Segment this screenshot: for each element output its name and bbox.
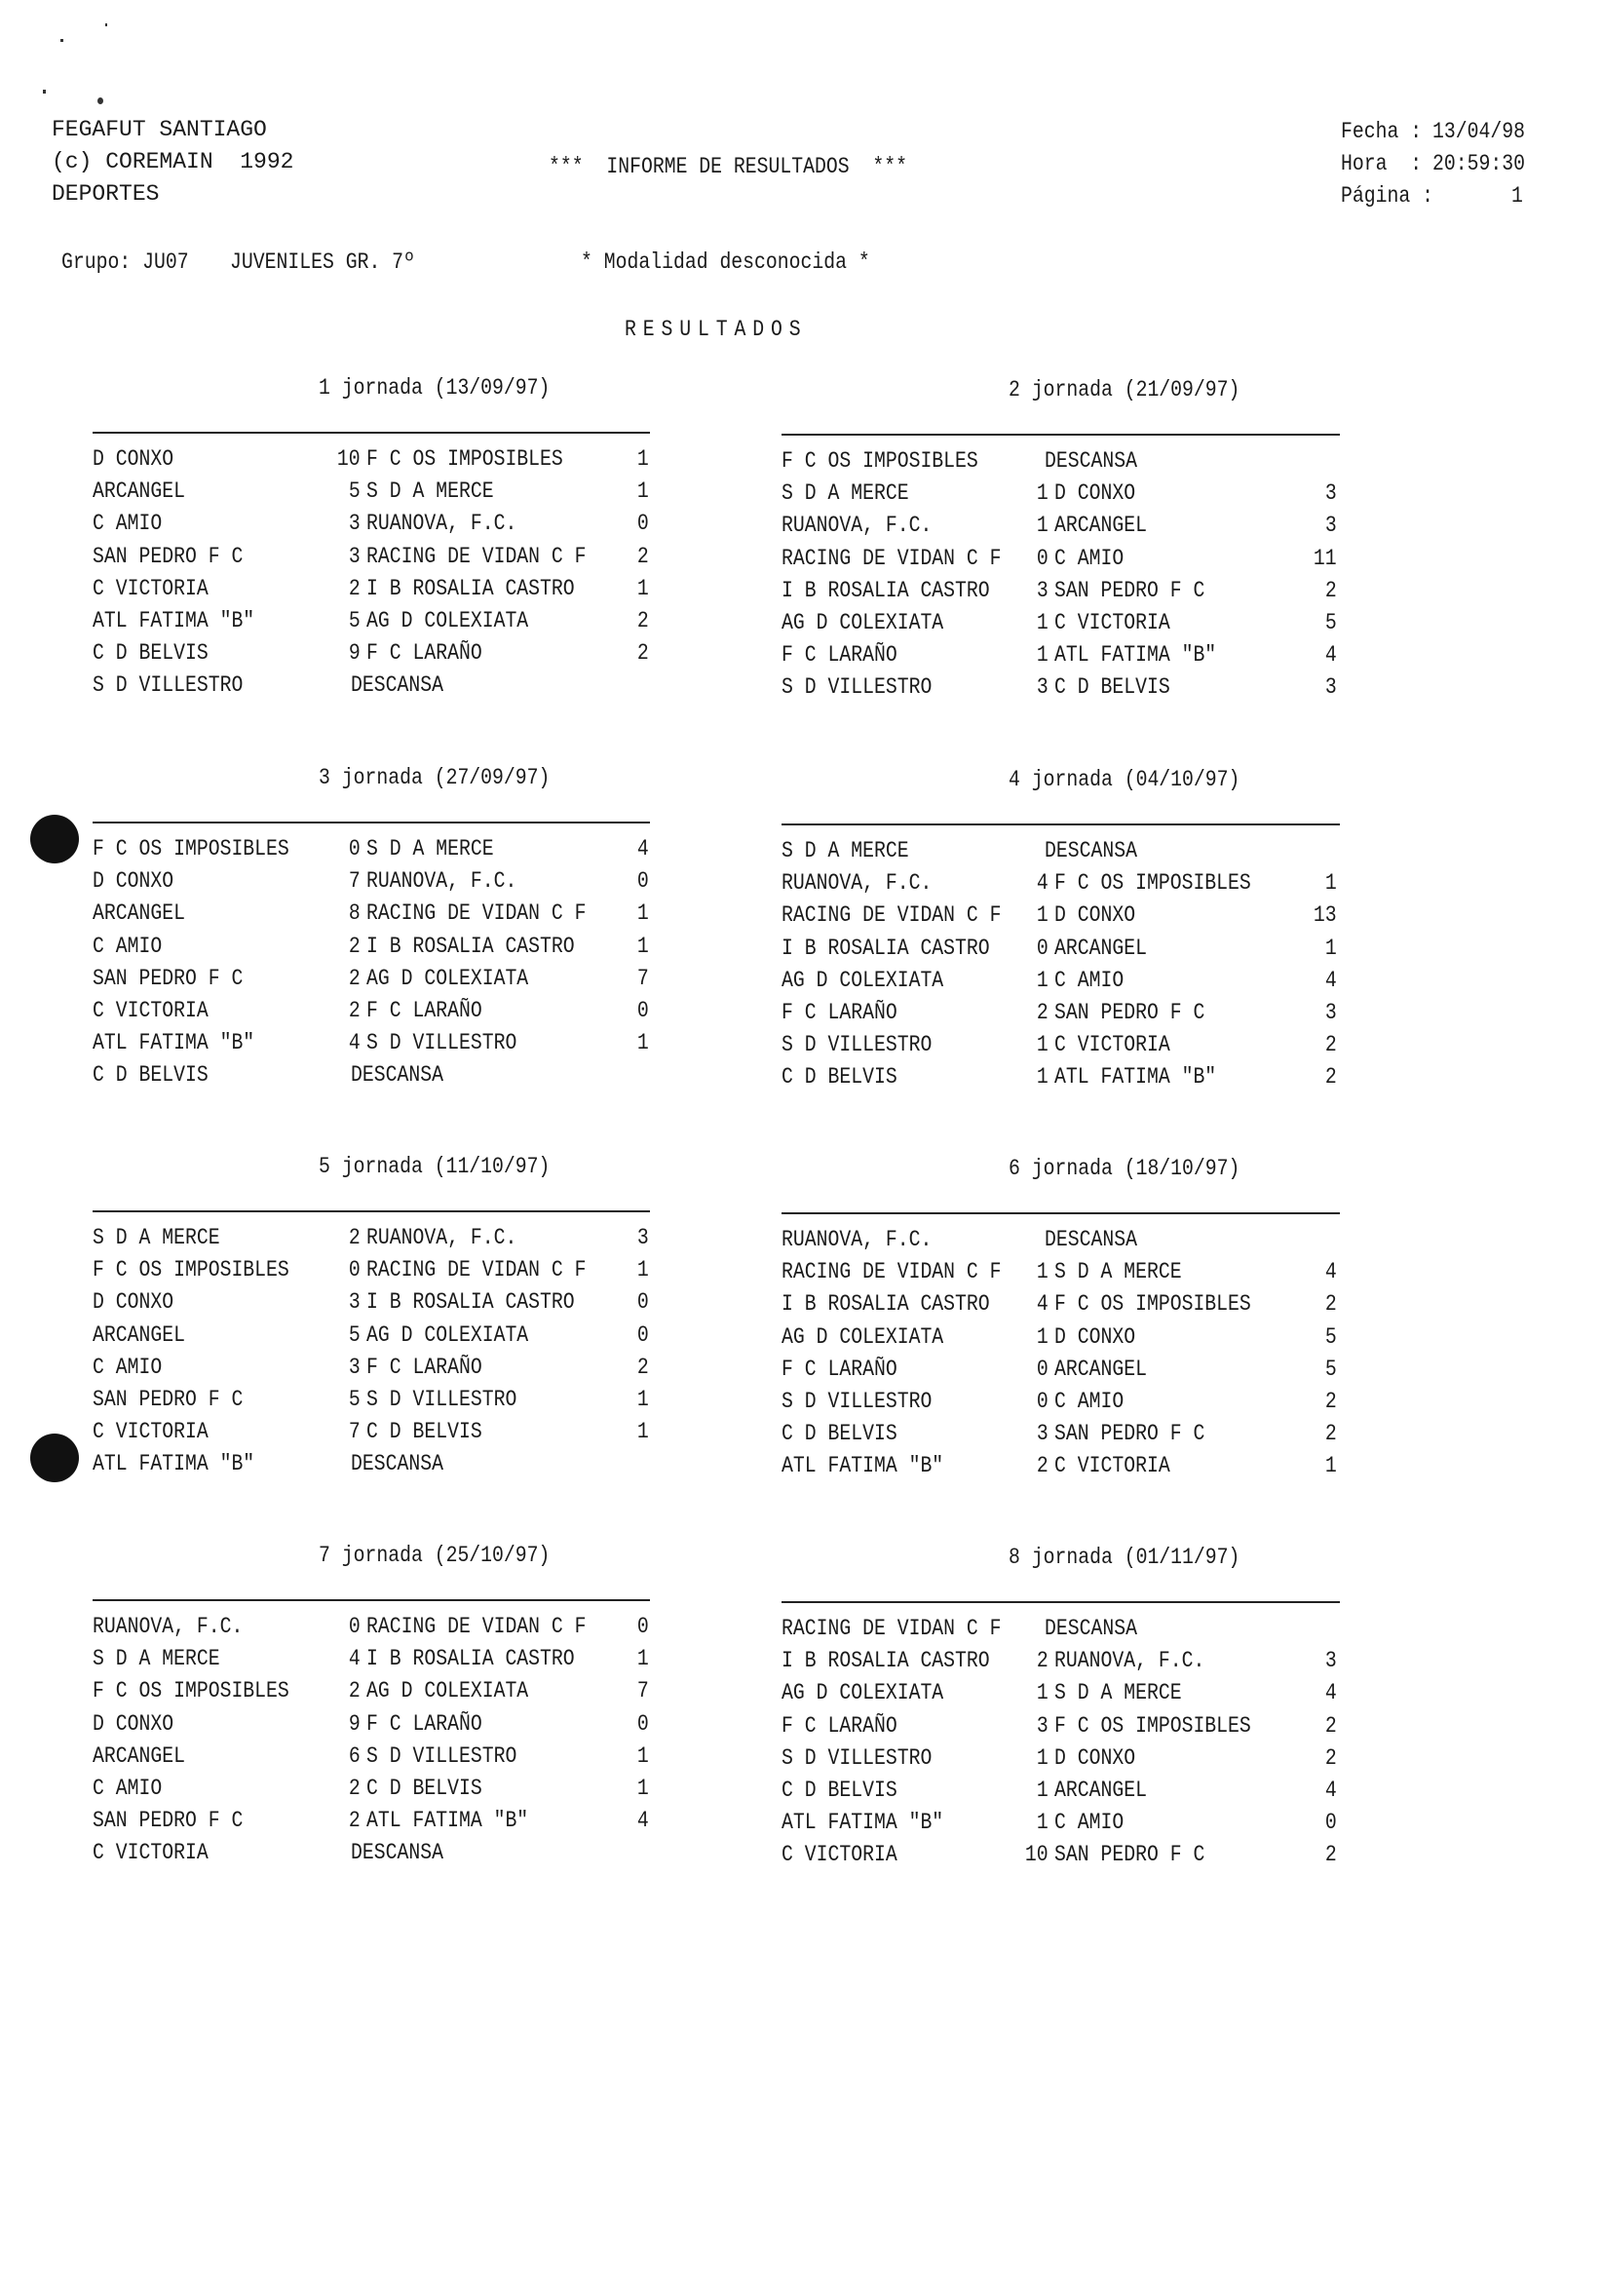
away-goals: 2 [1325,1064,1337,1091]
away-goals: 3 [1325,674,1337,701]
home-goals: 0 [1037,545,1049,571]
home-goals: 7 [349,868,361,895]
home-team: SAN PEDRO F C [93,965,244,991]
rest-label: DESCANSA [1045,1227,1137,1252]
away-team: RUANOVA, F.C. [366,1225,517,1250]
home-team: ARCANGEL [93,900,185,927]
away-team: D CONXO [1054,480,1136,507]
home-team: D CONXO [93,446,174,472]
away-goals: 4 [637,836,649,861]
jornada-title: 2 jornada (21/09/97) [1009,377,1240,402]
jornada-divider [782,1212,1340,1214]
home-team: S D VILLESTRO [782,1032,933,1058]
home-team: AG D COLEXIATA [782,1323,944,1350]
rest-label: DESCANSA [351,1062,443,1089]
away-goals: 1 [637,478,649,505]
away-team: RUANOVA, F.C. [366,868,517,895]
scan-speck [60,39,63,42]
home-team: AG D COLEXIATA [782,1680,944,1706]
jornada-divider [782,434,1340,436]
home-goals: 0 [349,1614,361,1639]
home-goals: 0 [1037,935,1049,961]
away-team: F C LARAÑO [366,998,482,1023]
away-team: D CONXO [1054,1323,1136,1350]
away-team: C D BELVIS [1054,674,1170,701]
home-team: F C LARAÑO [782,1712,897,1739]
home-team: F C LARAÑO [782,642,897,669]
away-team: RACING DE VIDAN C F [366,1614,587,1639]
org-line: FEGAFUT SANTIAGO [52,117,267,142]
home-team: D CONXO [93,1710,174,1737]
pagina-label: Página : [1341,183,1433,209]
away-team: AG D COLEXIATA [366,1321,529,1348]
home-goals: 4 [1037,1291,1049,1318]
away-goals: 4 [637,1808,649,1834]
away-team: AG D COLEXIATA [366,1678,529,1704]
away-goals: 5 [1325,610,1337,635]
away-goals: 13 [1314,902,1337,929]
home-team: ATL FATIMA "B" [782,1453,944,1479]
org-line: (c) COREMAIN 1992 [52,149,294,174]
home-goals: 10 [337,446,361,472]
fecha-label: Fecha : [1341,119,1433,144]
away-goals: 0 [637,511,649,537]
away-goals: 5 [1325,1323,1337,1350]
away-goals: 1 [637,1387,649,1412]
home-team: I B ROSALIA CASTRO [782,1291,990,1318]
away-team: F C LARAÑO [366,1710,482,1737]
home-team: ATL FATIMA "B" [93,1451,255,1477]
rest-label: DESCANSA [351,1840,443,1866]
away-goals: 1 [637,1646,649,1672]
away-goals: 1 [1325,1453,1337,1479]
away-team: S D VILLESTRO [366,1742,517,1769]
home-team: C AMIO [93,1776,163,1801]
home-goals: 2 [1037,1648,1049,1674]
away-team: S D A MERCE [366,478,494,505]
home-team: S D A MERCE [93,1225,220,1250]
away-goals: 0 [637,1710,649,1737]
home-goals: 0 [1037,1356,1049,1382]
home-goals: 1 [1037,1259,1049,1285]
home-goals: 3 [1037,1712,1049,1739]
away-goals: 4 [1325,642,1337,669]
home-team: C VICTORIA [93,1840,209,1866]
home-goals: 8 [349,900,361,927]
home-team: F C LARAÑO [782,1356,897,1382]
home-goals: 5 [349,1321,361,1348]
home-team: C AMIO [93,1354,163,1380]
away-team: C AMIO [1054,545,1125,571]
home-team: SAN PEDRO F C [93,1387,244,1412]
away-goals: 2 [1325,1421,1337,1447]
away-goals: 2 [637,608,649,633]
home-goals: 5 [349,608,361,633]
home-goals: 1 [1037,902,1049,929]
rest-label: DESCANSA [351,1451,443,1477]
away-goals: 7 [637,965,649,991]
away-goals: 4 [1325,1778,1337,1803]
away-goals: 2 [1325,1842,1337,1868]
away-goals: 2 [1325,577,1337,603]
away-team: RACING DE VIDAN C F [366,900,587,927]
home-goals: 1 [1037,1032,1049,1058]
home-team: C AMIO [93,933,163,959]
jornada-divider [93,1210,650,1212]
home-team: RACING DE VIDAN C F [782,1616,1002,1641]
home-team: S D A MERCE [782,838,909,863]
home-goals: 3 [349,1289,361,1316]
home-goals: 1 [1037,642,1049,669]
away-goals: 1 [637,1742,649,1769]
home-team: S D VILLESTRO [93,672,244,699]
home-team: RUANOVA, F.C. [782,513,933,539]
away-team: AG D COLEXIATA [366,965,529,991]
away-goals: 0 [637,998,649,1023]
jornada-title: 6 jornada (18/10/97) [1009,1156,1240,1181]
away-team: S D VILLESTRO [366,1030,517,1056]
away-team: I B ROSALIA CASTRO [366,1289,575,1316]
scan-speck [97,97,103,104]
away-goals: 4 [1325,967,1337,993]
home-team: I B ROSALIA CASTRO [782,935,990,961]
away-team: C AMIO [1054,1810,1125,1836]
home-goals: 0 [1037,1389,1049,1414]
away-goals: 2 [1325,1712,1337,1739]
away-goals: 2 [637,640,649,667]
away-goals: 7 [637,1678,649,1704]
home-team: C D BELVIS [93,1062,209,1089]
home-goals: 1 [1037,480,1049,507]
home-team: F C OS IMPOSIBLES [93,836,289,861]
home-team: ATL FATIMA "B" [93,1030,255,1056]
home-team: RACING DE VIDAN C F [782,545,1002,571]
away-team: RUANOVA, F.C. [1054,1648,1205,1674]
home-team: S D A MERCE [93,1646,220,1672]
away-goals: 2 [1325,1744,1337,1771]
away-goals: 0 [637,1289,649,1316]
away-goals: 3 [637,1225,649,1250]
away-team: F C OS IMPOSIBLES [366,446,563,472]
home-goals: 3 [1037,674,1049,701]
home-goals: 3 [1037,1421,1049,1447]
home-goals: 2 [1037,1000,1049,1025]
away-team: RACING DE VIDAN C F [366,543,587,569]
home-goals: 10 [1025,1842,1049,1868]
home-team: SAN PEDRO F C [93,543,244,569]
home-goals: 2 [349,1808,361,1834]
away-goals: 1 [637,1776,649,1801]
away-goals: 1 [637,446,649,472]
away-goals: 0 [1325,1810,1337,1836]
jornada-divider [93,1599,650,1601]
home-team: C D BELVIS [782,1421,897,1447]
home-goals: 4 [1037,870,1049,897]
away-team: ATL FATIMA "B" [1054,642,1217,669]
jornada-title: 7 jornada (25/10/97) [319,1543,551,1568]
away-goals: 1 [637,933,649,959]
away-team: S D A MERCE [366,836,494,861]
pagina-value: 1 [1511,183,1523,209]
home-goals: 0 [349,836,361,861]
away-team: C D BELVIS [366,1776,482,1801]
away-team: F C LARAÑO [366,640,482,667]
away-goals: 5 [1325,1356,1337,1382]
away-goals: 1 [637,1030,649,1056]
away-team: F C LARAÑO [366,1354,482,1380]
home-team: ARCANGEL [93,478,185,505]
home-team: C VICTORIA [93,575,209,601]
home-goals: 1 [1037,1810,1049,1836]
away-goals: 4 [1325,1680,1337,1706]
home-goals: 1 [1037,1064,1049,1091]
group-name: JUVENILES GR. 7º [230,249,415,275]
home-goals: 2 [349,1225,361,1250]
home-team: AG D COLEXIATA [782,610,944,635]
home-goals: 3 [1037,577,1049,603]
home-team: S D VILLESTRO [782,674,933,701]
home-goals: 1 [1037,1323,1049,1350]
report-meta [1341,119,1525,217]
rest-label: DESCANSA [1045,448,1137,474]
away-team: D CONXO [1054,902,1136,929]
home-goals: 1 [1037,967,1049,993]
away-team: S D VILLESTRO [366,1387,517,1412]
away-team: S D A MERCE [1054,1259,1182,1285]
rest-label: DESCANSA [351,672,443,699]
away-team: C AMIO [1054,967,1125,993]
rest-label: DESCANSA [1045,838,1137,863]
fecha-value: 13/04/98 [1432,119,1525,144]
home-goals: 1 [1037,1778,1049,1803]
away-team: ARCANGEL [1054,1778,1147,1803]
home-goals: 7 [349,1419,361,1445]
home-goals: 9 [349,1710,361,1737]
home-team: AG D COLEXIATA [782,967,944,993]
home-goals: 2 [349,1678,361,1704]
away-team: I B ROSALIA CASTRO [366,933,575,959]
scan-speck [105,23,107,26]
away-team: C VICTORIA [1054,1032,1170,1058]
away-goals: 2 [1325,1389,1337,1414]
away-team: ATL FATIMA "B" [1054,1064,1217,1091]
away-team: AG D COLEXIATA [366,608,529,633]
away-team: SAN PEDRO F C [1054,1842,1205,1868]
home-goals: 1 [1037,1680,1049,1706]
home-team: C D BELVIS [782,1778,897,1803]
away-goals: 2 [1325,1291,1337,1318]
away-goals: 3 [1325,513,1337,539]
away-goals: 2 [637,1354,649,1380]
home-team: F C LARAÑO [782,1000,897,1025]
home-goals: 2 [349,998,361,1023]
scan-speck [43,90,46,94]
away-goals: 3 [1325,1648,1337,1674]
home-goals: 9 [349,640,361,667]
away-team: C D BELVIS [366,1419,482,1445]
home-team: SAN PEDRO F C [93,1808,244,1834]
away-team: F C OS IMPOSIBLES [1054,1291,1251,1318]
away-goals: 4 [1325,1259,1337,1285]
away-team: ARCANGEL [1054,935,1147,961]
away-goals: 2 [637,543,649,569]
away-team: F C OS IMPOSIBLES [1054,1712,1251,1739]
away-team: SAN PEDRO F C [1054,1000,1205,1025]
home-team: S D VILLESTRO [782,1389,933,1414]
home-team: C D BELVIS [93,640,209,667]
away-team: RACING DE VIDAN C F [366,1257,587,1283]
away-goals: 1 [637,1419,649,1445]
jornada-divider [93,822,650,823]
home-team: ARCANGEL [93,1742,185,1769]
group-code: Grupo: JU07 [61,249,189,275]
modality: * Modalidad desconocida * [581,249,870,275]
away-team: I B ROSALIA CASTRO [366,575,575,601]
away-team: C VICTORIA [1054,1453,1170,1479]
away-goals: 11 [1314,545,1337,571]
home-goals: 0 [349,1257,361,1283]
away-goals: 3 [1325,1000,1337,1025]
home-team: D CONXO [93,868,174,895]
home-goals: 1 [1037,1744,1049,1771]
home-team: S D VILLESTRO [782,1744,933,1771]
home-team: RACING DE VIDAN C F [782,1259,1002,1285]
away-goals: 0 [637,1614,649,1639]
away-team: C VICTORIA [1054,610,1170,635]
home-goals: 2 [349,965,361,991]
away-goals: 1 [637,1257,649,1283]
organization-block [52,119,293,215]
away-goals: 1 [1325,935,1337,961]
away-team: SAN PEDRO F C [1054,1421,1205,1447]
home-goals: 4 [349,1030,361,1056]
home-goals: 5 [349,478,361,505]
away-team: RUANOVA, F.C. [366,511,517,537]
jornada-title: 3 jornada (27/09/97) [319,765,551,790]
jornada-divider [782,823,1340,825]
away-team: SAN PEDRO F C [1054,577,1205,603]
jornada-divider [93,432,650,434]
home-team: C AMIO [93,511,163,537]
home-goals: 2 [349,1776,361,1801]
org-line: DEPORTES [52,181,160,207]
home-goals: 2 [349,933,361,959]
home-team: F C OS IMPOSIBLES [93,1678,289,1704]
jornada-divider [782,1601,1340,1603]
hora-label: Hora : [1341,151,1433,176]
jornada-title: 5 jornada (11/10/97) [319,1154,551,1179]
jornada-title: 1 jornada (13/09/97) [319,375,551,401]
home-team: ARCANGEL [93,1321,185,1348]
home-goals: 1 [1037,610,1049,635]
away-team: F C OS IMPOSIBLES [1054,870,1251,897]
section-title: RESULTADOS [625,317,808,342]
away-goals: 3 [1325,480,1337,507]
home-team: ATL FATIMA "B" [93,608,255,633]
home-goals: 3 [349,1354,361,1380]
home-goals: 4 [349,1646,361,1672]
punch-hole [30,1434,79,1482]
home-team: RUANOVA, F.C. [782,1227,933,1252]
report-title: *** INFORME DE RESULTADOS *** [549,154,907,179]
home-team: D CONXO [93,1289,174,1316]
home-team: ATL FATIMA "B" [782,1810,944,1836]
home-goals: 5 [349,1387,361,1412]
home-team: I B ROSALIA CASTRO [782,1648,990,1674]
home-team: C VICTORIA [782,1842,897,1868]
home-team: RUANOVA, F.C. [93,1614,244,1639]
away-team: S D A MERCE [1054,1680,1182,1706]
home-team: C D BELVIS [782,1064,897,1091]
away-goals: 1 [637,575,649,601]
away-goals: 0 [637,1321,649,1348]
home-goals: 3 [349,543,361,569]
away-team: ARCANGEL [1054,1356,1147,1382]
away-team: ARCANGEL [1054,513,1147,539]
away-team: C AMIO [1054,1389,1125,1414]
home-team: RACING DE VIDAN C F [782,902,1002,929]
jornada-title: 8 jornada (01/11/97) [1009,1545,1240,1570]
away-goals: 1 [1325,870,1337,897]
rest-label: DESCANSA [1045,1616,1137,1641]
away-team: D CONXO [1054,1744,1136,1771]
jornada-title: 4 jornada (04/10/97) [1009,767,1240,792]
away-goals: 1 [637,900,649,927]
home-goals: 2 [349,575,361,601]
home-goals: 3 [349,511,361,537]
away-team: I B ROSALIA CASTRO [366,1646,575,1672]
home-team: RUANOVA, F.C. [782,870,933,897]
away-goals: 0 [637,868,649,895]
home-team: C VICTORIA [93,1419,209,1445]
home-goals: 2 [1037,1453,1049,1479]
hora-value: 20:59:30 [1432,151,1525,176]
home-team: C VICTORIA [93,998,209,1023]
home-goals: 1 [1037,513,1049,539]
home-team: F C OS IMPOSIBLES [782,448,978,474]
home-goals: 6 [349,1742,361,1769]
punch-hole [30,815,79,863]
away-goals: 2 [1325,1032,1337,1058]
home-team: F C OS IMPOSIBLES [93,1257,289,1283]
home-team: S D A MERCE [782,480,909,507]
home-team: I B ROSALIA CASTRO [782,577,990,603]
away-team: ATL FATIMA "B" [366,1808,529,1834]
